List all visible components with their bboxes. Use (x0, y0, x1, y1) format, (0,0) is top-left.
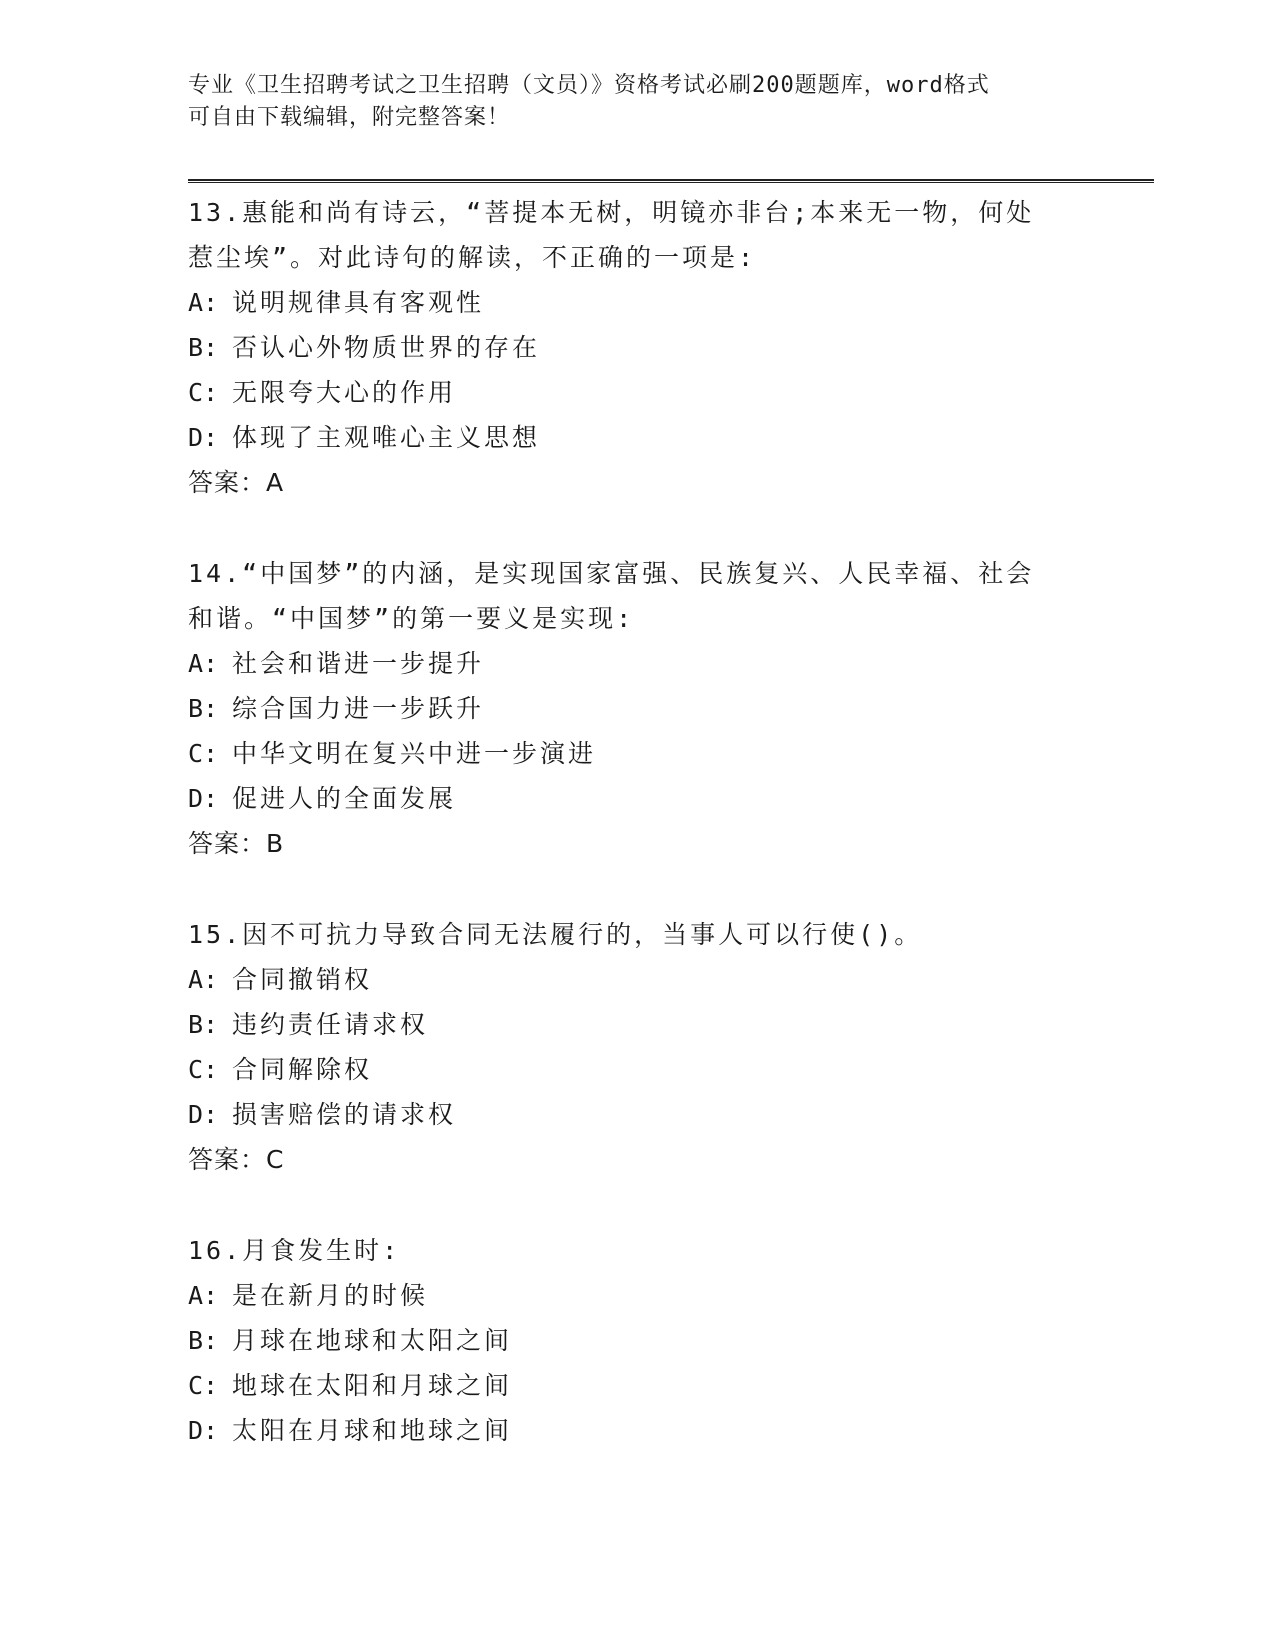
question-stem-line: 和谐。“中国梦”的第一要义是实现: (188, 604, 635, 633)
question-list (188, 190, 1088, 1499)
answer-line: 答案：A (188, 468, 285, 497)
option-text: 太阳在月球和地球之间 (232, 1416, 513, 1445)
document-header (188, 70, 1068, 134)
option-a (188, 1273, 1088, 1318)
option-b (188, 686, 1088, 731)
option-key: D: (188, 784, 219, 813)
option-b (188, 1002, 1088, 1047)
question-stem (188, 1228, 1088, 1273)
option-key: D: (188, 1416, 219, 1445)
question-stem (188, 912, 1088, 957)
option-key: C: (188, 378, 219, 407)
option-b (188, 325, 1088, 370)
option-key: D: (188, 1100, 219, 1129)
question-stem-line: 16.月食发生时: (188, 1236, 401, 1265)
option-text: 无限夸大心的作用 (232, 378, 457, 407)
option-text: 综合国力进一步跃升 (232, 694, 485, 723)
option-text: 合同撤销权 (232, 965, 373, 994)
option-c (188, 1047, 1088, 1092)
question-13 (188, 190, 1088, 505)
option-key: D: (188, 423, 219, 452)
option-b (188, 1318, 1088, 1363)
option-key: C: (188, 1055, 219, 1084)
question-stem-line: 15.因不可抗力导致合同无法履行的，当事人可以行使()。 (188, 920, 923, 949)
option-key: A: (188, 965, 219, 994)
option-text: 地球在太阳和月球之间 (232, 1371, 513, 1400)
option-text: 说明规律具有客观性 (232, 288, 485, 317)
option-key: A: (188, 1281, 219, 1310)
option-text: 月球在地球和太阳之间 (232, 1326, 513, 1355)
option-text: 合同解除权 (232, 1055, 373, 1084)
option-text: 中华文明在复兴中进一步演进 (232, 739, 597, 768)
option-a (188, 957, 1088, 1002)
question-16 (188, 1228, 1088, 1453)
option-text: 体现了主观唯心主义思想 (232, 423, 541, 452)
answer-line: 答案：B (188, 829, 285, 858)
option-c (188, 731, 1088, 776)
question-stem-line: 14.“中国梦”的内涵，是实现国家富强、民族复兴、人民幸福、社会 (188, 559, 1035, 588)
option-c (188, 1363, 1088, 1408)
option-d (188, 415, 1088, 460)
header-line-1: 专业《卫生招聘考试之卫生招聘（文员）》资格考试必刷200题题库，word格式 (188, 73, 990, 98)
option-a (188, 641, 1088, 686)
option-text: 促进人的全面发展 (232, 784, 457, 813)
option-text: 社会和谐进一步提升 (232, 649, 485, 678)
option-d (188, 776, 1088, 821)
answer-line: 答案：C (188, 1145, 285, 1174)
header-line-2: 可自由下载编辑，附完整答案！ (188, 105, 511, 130)
option-text: 违约责任请求权 (232, 1010, 429, 1039)
option-text: 否认心外物质世界的存在 (232, 333, 541, 362)
question-stem-line: 13.惠能和尚有诗云，“菩提本无树，明镜亦非台;本来无一物，何处 (188, 198, 1035, 227)
option-d (188, 1408, 1088, 1453)
option-key: B: (188, 1326, 219, 1355)
option-key: B: (188, 1010, 219, 1039)
option-text: 损害赔偿的请求权 (232, 1100, 457, 1129)
option-key: B: (188, 694, 219, 723)
option-d (188, 1092, 1088, 1137)
question-14 (188, 551, 1088, 866)
question-stem (188, 190, 1088, 280)
question-stem-line: 惹尘埃”。对此诗句的解读，不正确的一项是: (188, 243, 757, 272)
option-key: A: (188, 288, 219, 317)
option-key: A: (188, 649, 219, 678)
question-15 (188, 912, 1088, 1182)
option-c (188, 370, 1088, 415)
option-key: C: (188, 739, 219, 768)
option-text: 是在新月的时候 (232, 1281, 429, 1310)
option-a (188, 280, 1088, 325)
option-key: B: (188, 333, 219, 362)
question-stem (188, 551, 1088, 641)
header-divider (188, 179, 1154, 183)
option-key: C: (188, 1371, 219, 1400)
